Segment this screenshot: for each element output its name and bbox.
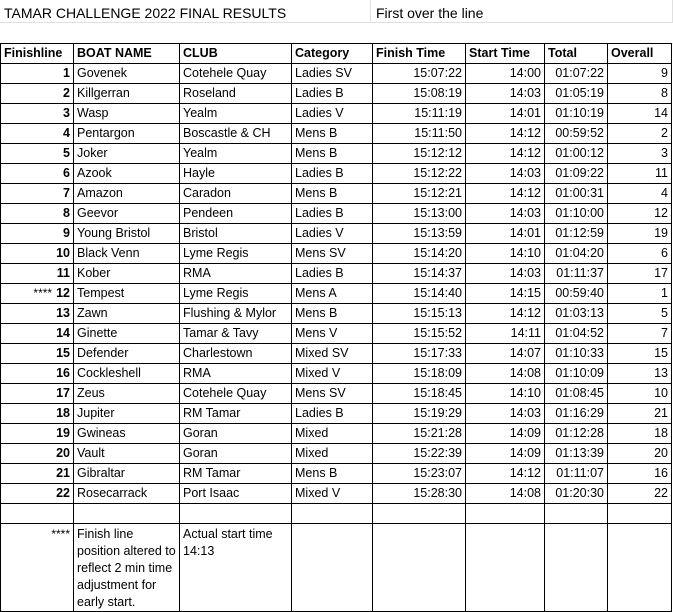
boat-name-cell[interactable]: Rosecarrack <box>74 484 180 504</box>
finish-time-cell[interactable]: 15:12:12 <box>373 144 466 164</box>
finishline-cell[interactable] <box>1 404 74 424</box>
club-cell[interactable]: Cotehele Quay <box>180 64 292 84</box>
boat-name-cell[interactable]: Defender <box>74 344 180 364</box>
finishline-cell[interactable] <box>1 244 74 264</box>
blank-cell[interactable] <box>74 504 180 524</box>
boat-name-cell[interactable]: Killgerran <box>74 84 180 104</box>
header-total[interactable]: Total <box>545 44 608 64</box>
finish-time-cell[interactable]: 15:14:20 <box>373 244 466 264</box>
category-cell[interactable]: Mens V <box>292 324 373 344</box>
finish-time-cell[interactable]: 15:11:19 <box>373 104 466 124</box>
finishline-cell[interactable] <box>1 84 74 104</box>
category-cell[interactable]: Ladies B <box>292 264 373 284</box>
category-cell[interactable]: Mens SV <box>292 384 373 404</box>
finishline-cell[interactable] <box>1 104 74 124</box>
blank-cell[interactable] <box>545 504 608 524</box>
finish-time-cell[interactable]: 15:13:59 <box>373 224 466 244</box>
header-category[interactable]: Category <box>292 44 373 64</box>
start-time-cell[interactable]: 14:09 <box>466 444 545 464</box>
blank-cell[interactable] <box>466 524 545 612</box>
club-cell[interactable]: RM Tamar <box>180 404 292 424</box>
finish-time-cell[interactable]: 15:19:29 <box>373 404 466 424</box>
club-cell[interactable]: Boscastle & CH <box>180 124 292 144</box>
finish-position: 11 <box>56 266 70 280</box>
total-cell[interactable]: 01:07:22 <box>545 64 608 84</box>
total-cell[interactable]: 01:08:45 <box>545 384 608 404</box>
finish-time-cell[interactable]: 15:11:50 <box>373 124 466 144</box>
finish-time-cell[interactable]: 15:08:19 <box>373 84 466 104</box>
overall-cell[interactable]: 6 <box>608 244 672 264</box>
finish-time-cell[interactable]: 15:07:22 <box>373 64 466 84</box>
club-cell[interactable]: Flushing & Mylor <box>180 304 292 324</box>
start-time-cell[interactable]: 14:10 <box>466 244 545 264</box>
club-cell[interactable]: Lyme Regis <box>180 284 292 304</box>
total-cell[interactable]: 01:12:59 <box>545 224 608 244</box>
boat-name-cell[interactable]: Kober <box>74 264 180 284</box>
total-cell[interactable]: 01:11:07 <box>545 464 608 484</box>
boat-name-cell[interactable]: Wasp <box>74 104 180 124</box>
header-row <box>1 44 672 64</box>
finishline-cell[interactable] <box>1 164 74 184</box>
overall-cell[interactable]: 20 <box>608 444 672 464</box>
table-row <box>1 124 672 144</box>
footnote-row <box>1 524 672 612</box>
boat-name-cell[interactable]: Jupiter <box>74 404 180 424</box>
total-cell[interactable]: 01:12:28 <box>545 424 608 444</box>
category-cell[interactable]: Mens B <box>292 304 373 324</box>
table-row <box>1 184 672 204</box>
finishline-cell[interactable] <box>1 144 74 164</box>
finish-position: 10 <box>56 246 70 260</box>
category-cell[interactable]: Mens B <box>292 124 373 144</box>
finish-position: 4 <box>63 126 70 140</box>
finish-time-cell[interactable]: 15:18:09 <box>373 364 466 384</box>
start-time-cell[interactable]: 14:12 <box>466 124 545 144</box>
results-body <box>1 64 672 504</box>
table-row <box>1 364 672 384</box>
blank-cell[interactable] <box>373 524 466 612</box>
finishline-cell[interactable] <box>1 124 74 144</box>
club-cell[interactable]: Yealm <box>180 104 292 124</box>
boat-name-cell[interactable]: Black Venn <box>74 244 180 264</box>
start-time-cell[interactable]: 14:08 <box>466 484 545 504</box>
start-time-cell[interactable]: 14:01 <box>466 224 545 244</box>
total-cell[interactable]: 01:09:22 <box>545 164 608 184</box>
overall-cell[interactable]: 17 <box>608 264 672 284</box>
club-cell[interactable]: RM Tamar <box>180 464 292 484</box>
overall-cell[interactable]: 15 <box>608 344 672 364</box>
blank-cell[interactable] <box>608 504 672 524</box>
header-overall[interactable]: Overall <box>608 44 672 64</box>
club-cell[interactable]: RMA <box>180 364 292 384</box>
table-row <box>1 104 672 124</box>
finishline-cell[interactable] <box>1 284 74 304</box>
overall-cell[interactable]: 3 <box>608 144 672 164</box>
finishline-cell[interactable] <box>1 184 74 204</box>
finish-position: 17 <box>56 386 70 400</box>
category-cell[interactable]: Ladies SV <box>292 64 373 84</box>
results-table <box>0 43 672 612</box>
results-subtitle: First over the line <box>376 5 484 21</box>
results-title: TAMAR CHALLENGE 2022 FINAL RESULTS <box>4 5 287 21</box>
boat-name-cell[interactable]: Geevor <box>74 204 180 224</box>
category-cell[interactable]: Mixed V <box>292 484 373 504</box>
blank-cell[interactable] <box>180 504 292 524</box>
start-time-cell[interactable]: 14:03 <box>466 164 545 184</box>
finish-time-cell[interactable]: 15:18:45 <box>373 384 466 404</box>
boat-name-cell[interactable]: Ginette <box>74 324 180 344</box>
table-row <box>1 244 672 264</box>
table-row <box>1 484 672 504</box>
table-row <box>1 424 672 444</box>
table-row <box>1 404 672 424</box>
finish-position: 13 <box>56 306 70 320</box>
finishline-cell[interactable] <box>1 424 74 444</box>
category-cell[interactable]: Mixed V <box>292 364 373 384</box>
total-cell[interactable]: 01:10:33 <box>545 344 608 364</box>
club-cell[interactable]: Caradon <box>180 184 292 204</box>
club-cell[interactable]: RMA <box>180 264 292 284</box>
finishline-cell[interactable] <box>1 64 74 84</box>
header-club[interactable]: CLUB <box>180 44 292 64</box>
boat-name-cell[interactable]: Amazon <box>74 184 180 204</box>
boat-name-cell[interactable]: Zawn <box>74 304 180 324</box>
finishline-cell[interactable] <box>1 224 74 244</box>
category-cell[interactable]: Ladies V <box>292 104 373 124</box>
header-start-time[interactable]: Start Time <box>466 44 545 64</box>
overall-cell[interactable]: 1 <box>608 284 672 304</box>
total-cell[interactable]: 01:11:37 <box>545 264 608 284</box>
adjusted-marker: **** <box>33 286 53 300</box>
total-cell[interactable]: 01:00:12 <box>545 144 608 164</box>
boat-name-cell[interactable]: Vault <box>74 444 180 464</box>
club-cell[interactable]: Pendeen <box>180 204 292 224</box>
category-cell[interactable]: Ladies B <box>292 404 373 424</box>
category-cell[interactable]: Mens B <box>292 144 373 164</box>
club-cell[interactable]: Tamar & Tavy <box>180 324 292 344</box>
overall-cell[interactable]: 5 <box>608 304 672 324</box>
start-time-cell[interactable]: 14:15 <box>466 284 545 304</box>
category-cell[interactable]: Mens A <box>292 284 373 304</box>
finish-position: 6 <box>63 166 70 180</box>
footnote-actual-start[interactable]: Actual start time 14:13 <box>180 524 292 612</box>
boat-name-cell[interactable]: Gwineas <box>74 424 180 444</box>
club-cell[interactable]: Roseland <box>180 84 292 104</box>
overall-cell[interactable]: 14 <box>608 104 672 124</box>
total-cell[interactable]: 01:10:00 <box>545 204 608 224</box>
table-row <box>1 444 672 464</box>
footnote-marker[interactable]: **** <box>1 524 74 612</box>
boat-name-cell[interactable]: Cockleshell <box>74 364 180 384</box>
finish-time-cell[interactable]: 15:17:33 <box>373 344 466 364</box>
blank-cell[interactable] <box>292 504 373 524</box>
overall-cell[interactable]: 16 <box>608 464 672 484</box>
finishline-cell[interactable] <box>1 324 74 344</box>
finish-time-cell[interactable]: 15:12:22 <box>373 164 466 184</box>
finish-time-cell[interactable]: 15:15:52 <box>373 324 466 344</box>
boat-name-cell[interactable]: Young Bristol <box>74 224 180 244</box>
finish-position: 15 <box>56 346 70 360</box>
finishline-cell[interactable] <box>1 264 74 284</box>
overall-cell[interactable]: 10 <box>608 384 672 404</box>
finishline-cell[interactable] <box>1 444 74 464</box>
overall-cell[interactable]: 13 <box>608 364 672 384</box>
table-row <box>1 264 672 284</box>
blank-cell[interactable] <box>608 524 672 612</box>
table-row <box>1 464 672 484</box>
club-cell[interactable]: Charlestown <box>180 344 292 364</box>
finish-position: 12 <box>56 286 70 300</box>
overall-cell[interactable]: 2 <box>608 124 672 144</box>
finishline-cell[interactable] <box>1 344 74 364</box>
blank-cell[interactable] <box>373 504 466 524</box>
finishline-cell[interactable] <box>1 464 74 484</box>
club-cell[interactable]: Goran <box>180 444 292 464</box>
finish-position: 14 <box>56 326 70 340</box>
overall-cell[interactable]: 12 <box>608 204 672 224</box>
finish-position: 5 <box>63 146 70 160</box>
blank-row <box>1 504 672 524</box>
overall-cell[interactable]: 4 <box>608 184 672 204</box>
total-cell[interactable]: 01:04:20 <box>545 244 608 264</box>
finish-time-cell[interactable]: 15:14:40 <box>373 284 466 304</box>
boat-name-cell[interactable]: Govenek <box>74 64 180 84</box>
finish-position: 21 <box>56 466 70 480</box>
overall-cell[interactable]: 7 <box>608 324 672 344</box>
overall-cell[interactable]: 11 <box>608 164 672 184</box>
total-cell[interactable]: 01:04:52 <box>545 324 608 344</box>
finish-time-cell[interactable]: 15:14:37 <box>373 264 466 284</box>
total-cell[interactable]: 00:59:40 <box>545 284 608 304</box>
table-row <box>1 304 672 324</box>
category-cell[interactable]: Mixed <box>292 444 373 464</box>
total-cell[interactable]: 01:16:29 <box>545 404 608 424</box>
table-row <box>1 384 672 404</box>
finishline-cell[interactable] <box>1 484 74 504</box>
finish-position: 22 <box>56 486 70 500</box>
table-row <box>1 204 672 224</box>
finish-time-cell[interactable]: 15:22:39 <box>373 444 466 464</box>
club-cell[interactable]: Goran <box>180 424 292 444</box>
start-time-cell[interactable]: 14:01 <box>466 104 545 124</box>
category-cell[interactable]: Mens B <box>292 184 373 204</box>
total-cell[interactable]: 01:03:13 <box>545 304 608 324</box>
table-row <box>1 144 672 164</box>
header-finishline[interactable]: Finishline <box>1 44 74 64</box>
finish-position: 7 <box>63 186 70 200</box>
header-boat-name[interactable]: BOAT NAME <box>74 44 180 64</box>
overall-cell[interactable]: 22 <box>608 484 672 504</box>
total-cell[interactable]: 01:00:31 <box>545 184 608 204</box>
start-time-cell[interactable]: 14:00 <box>466 64 545 84</box>
total-cell[interactable]: 01:10:09 <box>545 364 608 384</box>
overall-cell[interactable]: 19 <box>608 224 672 244</box>
club-cell[interactable]: Cotehele Quay <box>180 384 292 404</box>
finishline-cell[interactable] <box>1 204 74 224</box>
boat-name-cell[interactable]: Tempest <box>74 284 180 304</box>
finish-time-cell[interactable]: 15:28:30 <box>373 484 466 504</box>
start-time-cell[interactable]: 14:08 <box>466 364 545 384</box>
header-finish-time[interactable]: Finish Time <box>373 44 466 64</box>
start-time-cell[interactable]: 14:12 <box>466 464 545 484</box>
boat-name-cell[interactable]: Azook <box>74 164 180 184</box>
boat-name-cell[interactable]: Zeus <box>74 384 180 404</box>
total-cell[interactable]: 01:05:19 <box>545 84 608 104</box>
category-cell[interactable]: Mens B <box>292 464 373 484</box>
start-time-cell[interactable]: 14:12 <box>466 144 545 164</box>
start-time-cell[interactable]: 14:03 <box>466 84 545 104</box>
category-cell[interactable]: Mixed <box>292 424 373 444</box>
blank-cell[interactable] <box>466 504 545 524</box>
category-cell[interactable]: Mixed SV <box>292 344 373 364</box>
blank-cell[interactable] <box>292 524 373 612</box>
finish-position: 9 <box>63 226 70 240</box>
finish-position: 19 <box>56 426 70 440</box>
start-time-cell[interactable]: 14:09 <box>466 424 545 444</box>
start-time-cell[interactable]: 14:03 <box>466 204 545 224</box>
table-row <box>1 324 672 344</box>
boat-name-cell[interactable]: Pentargon <box>74 124 180 144</box>
table-row <box>1 284 672 304</box>
table-row <box>1 344 672 364</box>
start-time-cell[interactable]: 14:07 <box>466 344 545 364</box>
empty-grid-row <box>0 23 673 44</box>
club-cell[interactable]: Yealm <box>180 144 292 164</box>
overall-cell[interactable]: 21 <box>608 404 672 424</box>
category-cell[interactable]: Mens SV <box>292 244 373 264</box>
club-cell[interactable]: Lyme Regis <box>180 244 292 264</box>
finish-position: 1 <box>63 66 70 80</box>
start-time-cell[interactable]: 14:03 <box>466 264 545 284</box>
total-cell[interactable]: 01:13:39 <box>545 444 608 464</box>
start-time-cell[interactable]: 14:12 <box>466 184 545 204</box>
finish-time-cell[interactable]: 15:23:07 <box>373 464 466 484</box>
finish-time-cell[interactable]: 15:13:00 <box>373 204 466 224</box>
start-time-cell[interactable]: 14:03 <box>466 404 545 424</box>
overall-cell[interactable]: 18 <box>608 424 672 444</box>
table-row <box>1 84 672 104</box>
finish-time-cell[interactable]: 15:15:13 <box>373 304 466 324</box>
finish-time-cell[interactable]: 15:12:21 <box>373 184 466 204</box>
club-cell[interactable]: Bristol <box>180 224 292 244</box>
finishline-cell[interactable] <box>1 304 74 324</box>
category-cell[interactable]: Ladies B <box>292 84 373 104</box>
boat-name-cell[interactable]: Joker <box>74 144 180 164</box>
boat-name-cell[interactable]: Gibraltar <box>74 464 180 484</box>
club-cell[interactable]: Hayle <box>180 164 292 184</box>
category-cell[interactable]: Ladies V <box>292 224 373 244</box>
table-row <box>1 164 672 184</box>
finish-position: 3 <box>63 106 70 120</box>
category-cell[interactable]: Ladies B <box>292 164 373 184</box>
club-cell[interactable]: Port Isaac <box>180 484 292 504</box>
finish-position: 18 <box>56 406 70 420</box>
finishline-cell[interactable] <box>1 364 74 384</box>
start-time-cell[interactable]: 14:12 <box>466 304 545 324</box>
total-cell[interactable]: 00:59:52 <box>545 124 608 144</box>
blank-cell[interactable] <box>545 524 608 612</box>
table-row <box>1 224 672 244</box>
total-cell[interactable]: 01:10:19 <box>545 104 608 124</box>
category-cell[interactable]: Ladies B <box>292 204 373 224</box>
finish-position: 2 <box>63 86 70 100</box>
footnote-note[interactable]: Finish line position altered to reflect 2 min time adjustment for early start. <box>74 524 180 612</box>
start-time-cell[interactable]: 14:11 <box>466 324 545 344</box>
finish-position: 16 <box>56 366 70 380</box>
table-row <box>1 64 672 84</box>
finish-position: 20 <box>56 446 70 460</box>
overall-cell[interactable]: 8 <box>608 84 672 104</box>
finish-position: 8 <box>63 206 70 220</box>
finish-time-cell[interactable]: 15:21:28 <box>373 424 466 444</box>
blank-cell[interactable] <box>1 504 74 524</box>
start-time-cell[interactable]: 14:10 <box>466 384 545 404</box>
finishline-cell[interactable] <box>1 384 74 404</box>
total-cell[interactable]: 01:20:30 <box>545 484 608 504</box>
overall-cell[interactable]: 9 <box>608 64 672 84</box>
